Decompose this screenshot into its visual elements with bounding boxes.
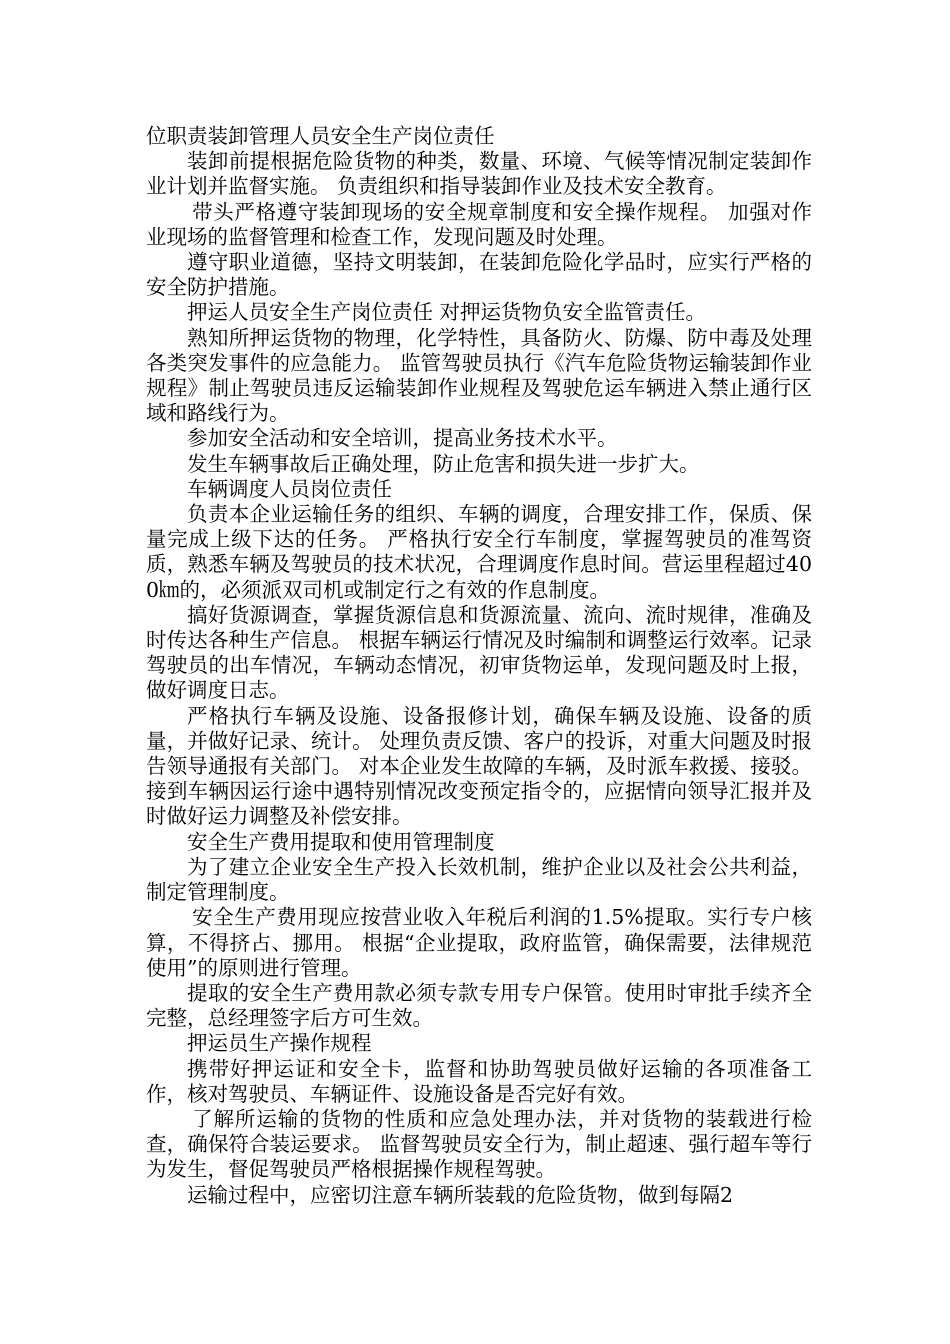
paragraph: 安全生产费用现应按营业收入年税后利润的1.5%提取。实行专户核算，不得挤占、挪用。 根据“企业提取，政府监管，确保需要，法律规范使用”的原则进行管理。 (146, 905, 812, 980)
paragraph: 携带好押运证和安全卡，监督和协助驾驶员做好运输的各项准备工作，核对驾驶员、车辆证件、设施设备是否完好有效。 (146, 1056, 812, 1106)
paragraph: 带头严格遵守装卸现场的安全规章制度和安全操作规程。 加强对作业现场的监督管理和检查工作，发现问题及时处理。 (146, 199, 812, 249)
paragraph: 运输过程中，应密切注意车辆所装载的危险货物，做到每隔2 (187, 1182, 734, 1207)
paragraph: 装卸前提根据危险货物的种类，数量、环境、气候等情况制定装卸作业计划并监督实施。 负责组织和指导装卸作业及技术安全教育。 (146, 149, 812, 199)
paragraph-heading-escort-rules: 押运员生产操作规程 (187, 1031, 372, 1056)
paragraph: 搞好货源调查，掌握货源信息和货源流量、流向、流时规律，准确及时传达各种生产信息。 根据车辆运行情况及时编制和调整运行效率。记录驾驶员的出车情况，车辆动态情况，初审货物运单，发现问题及时上报，做好调度日志。 (146, 602, 812, 703)
paragraph: 严格执行车辆及设施、设备报修计划，确保车辆及设施、设备的质量，并做好记录、统计。 处理负责反馈、客户的投诉，对重大问题及时报告领导通报有关部门。 对本企业发生故障的车辆，及时派车救援、接驳。 接到车辆因运行途中遇特别情况改变预定指令的，应据情向领导汇报并及时做好运力调整及补偿安排。 (146, 703, 812, 829)
paragraph: 遵守职业道德，坚持文明装卸，在装卸危险化学品时，应实行严格的安全防护措施。 (146, 250, 812, 300)
paragraph: 负责本企业运输任务的组织、车辆的调度，合理安排工作，保质、保量完成上级下达的任务。 严格执行安全行车制度，掌握驾驶员的准驾资质，熟悉车辆及驾驶员的技术状况，合理调度作息时间。营运里程超过400㎞的，必须派双司机或制定行之有效的作息制度。 (146, 502, 812, 602)
paragraph: 熟知所押运货物的物理，化学特性，具备防火、防爆、防中毒及处理各类突发事件的应急能力。 监管驾驶员执行《汽车危险货物运输装卸作业规程》制止驾驶员违反运输装卸作业规程及驾驶危运车辆进入禁止通行区域和路线行为。 (146, 325, 812, 426)
paragraph-title-loading-manager: 位职责装卸管理人员安全生产岗位责任 (146, 124, 495, 148)
paragraph-heading-dispatcher: 车辆调度人员岗位责任 (187, 476, 392, 501)
document-page (146, 124, 812, 1208)
paragraph: 了解所运输的货物的性质和应急处理办法，并对货物的装载进行检查，确保符合装运要求。 监督驾驶员安全行为，制止超速、强行超车等行为发生，督促驾驶员严格根据操作规程驾驶。 (146, 1106, 812, 1182)
paragraph-heading-safety-fee: 安全生产费用提取和使用管理制度 (187, 829, 495, 854)
paragraph-heading-escort: 押运人员安全生产岗位责任 对押运货物负安全监管责任。 (187, 300, 707, 325)
paragraph: 发生车辆事故后正确处理，防止危害和损失进一步扩大。 (187, 451, 700, 476)
paragraph: 提取的安全生产费用款必须专款专用专户保管。使用时审批手续齐全完整，总经理签字后方可生效。 (146, 980, 812, 1031)
paragraph: 为了建立企业安全生产投入长效机制，维护企业以及社会公共利益，制定管理制度。 (146, 854, 812, 905)
paragraph: 参加安全活动和安全培训，提高业务技术水平。 (187, 426, 618, 451)
